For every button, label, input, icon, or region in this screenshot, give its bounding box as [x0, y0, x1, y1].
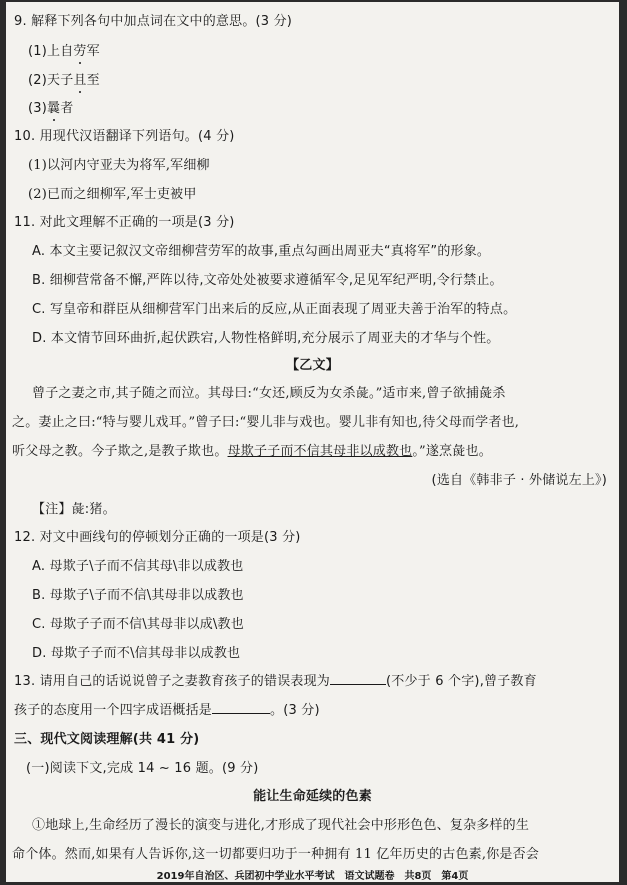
yiwen-heading: 【乙文】	[286, 358, 339, 373]
page-footer: 2019年自治区、兵团初中学业水平考试 语文试题卷 共8页 第4页	[156, 871, 469, 882]
q13-blank-2[interactable]	[212, 713, 270, 714]
q9-item-1-post: 军	[86, 44, 100, 59]
yiwen-line-1: 曾子之妻之市,其子随之而泣。其母曰:“女还,顾反为女杀彘。”适市来,曾子欲捕彘杀	[32, 386, 506, 401]
q11-option-a: A. 本文主要记叙汉文帝细柳营劳军的故事,重点勾画出周亚夫“真将军”的形象。	[32, 244, 491, 259]
yiwen-line-3-pre: 听父母之教。今子欺之,是教子欺也。	[12, 444, 228, 459]
q10-stem: 10. 用现代汉语翻译下列语句。(4 分)	[14, 129, 235, 144]
q13-line-1	[14, 670, 537, 689]
section3-heading: 三、现代文阅读理解(共 41 分)	[14, 732, 200, 747]
q9-stem: 9. 解释下列各句中加点词在文中的意思。(3 分)	[14, 14, 293, 29]
q13-line-1-pre: 13. 请用自己的话说说曾子之妻教育孩子的错误表现为	[14, 674, 331, 689]
yiwen-line-3-post: 。”遂烹彘也。	[412, 444, 492, 459]
q9-item-1	[28, 40, 100, 59]
q10-item-1: (1)以河内守亚夫为将军,军细柳	[28, 158, 210, 173]
yiwen-note: 【注】彘:猪。	[32, 502, 116, 517]
q9-item-2	[28, 69, 100, 88]
q13-line-2-post: 。(3 分)	[270, 703, 320, 718]
q11-option-b: B. 细柳营常备不懈,严阵以待,文帝处处被要求遵循军令,足见军纪严明,令行禁止。	[32, 273, 503, 288]
article-para-line-1: ①地球上,生命经历了漫长的演变与进化,才形成了现代社会中形形色色、复杂多样的生	[32, 818, 530, 833]
q11-option-c: C. 写皇帝和群臣从细柳营军门出来后的反应,从正面表现了周亚夫善于治军的特点。	[32, 302, 517, 317]
q9-item-3	[28, 97, 73, 116]
q9-item-3-dotted: 曩	[47, 101, 61, 116]
q10-item-2: (2)已而之细柳军,军士吏被甲	[28, 187, 197, 202]
q9-item-2-pre: (2)天子	[28, 73, 74, 88]
q12-option-b: B. 母欺子\子而不信\其母非以成教也	[32, 588, 244, 603]
q9-item-1-dotted: 劳	[73, 44, 87, 59]
yiwen-line-3	[12, 440, 492, 459]
q9-item-2-dotted: 且	[73, 73, 87, 88]
q9-item-3-post: 者	[60, 101, 74, 116]
q13-line-2-pre: 孩子的态度用一个四字成语概括是	[14, 703, 213, 718]
q12-option-d: D. 母欺子子而不\信其母非以成教也	[32, 646, 241, 661]
q12-stem: 12. 对文中画线句的停顿划分正确的一项是(3 分)	[14, 530, 301, 545]
exam-page	[6, 2, 619, 882]
q13-line-2	[14, 699, 320, 718]
q9-item-1-pre: (1)上自	[28, 44, 74, 59]
article-para-line-2: 命个体。然而,如果有人告诉你,这一切都要归功于一种拥有 11 亿年历史的古色素,你是否会	[12, 847, 540, 862]
yiwen-line-2: 之。妻止之曰:“特与婴儿戏耳。”曾子曰:“婴儿非与戏也。婴儿非有知也,待父母而学者也,	[12, 415, 520, 430]
article-title: 能让生命延续的色素	[253, 789, 372, 804]
q11-stem: 11. 对此文理解不正确的一项是(3 分)	[14, 215, 235, 230]
q12-option-a: A. 母欺子\子而不信其母\非以成教也	[32, 559, 244, 574]
q13-line-1-post: (不少于 6 个字),曾子教育	[386, 674, 537, 689]
section3-sub: (一)阅读下文,完成 14 ~ 16 题。(9 分)	[26, 761, 259, 776]
yiwen-source: (选自《韩非子 · 外储说左上》)	[431, 473, 607, 488]
q13-blank-1[interactable]	[330, 684, 386, 685]
q12-option-c: C. 母欺子子而不信\其母非以成\教也	[32, 617, 244, 632]
q9-item-2-post: 至	[86, 73, 100, 88]
q9-item-3-pre: (3)	[28, 101, 48, 116]
underlined-sentence: 母欺子子而不信其母非以成教也	[227, 444, 413, 459]
q11-option-d: D. 本文情节回环曲折,起伏跌宕,人物性格鲜明,充分展示了周亚夫的才华与个性。	[32, 331, 500, 346]
